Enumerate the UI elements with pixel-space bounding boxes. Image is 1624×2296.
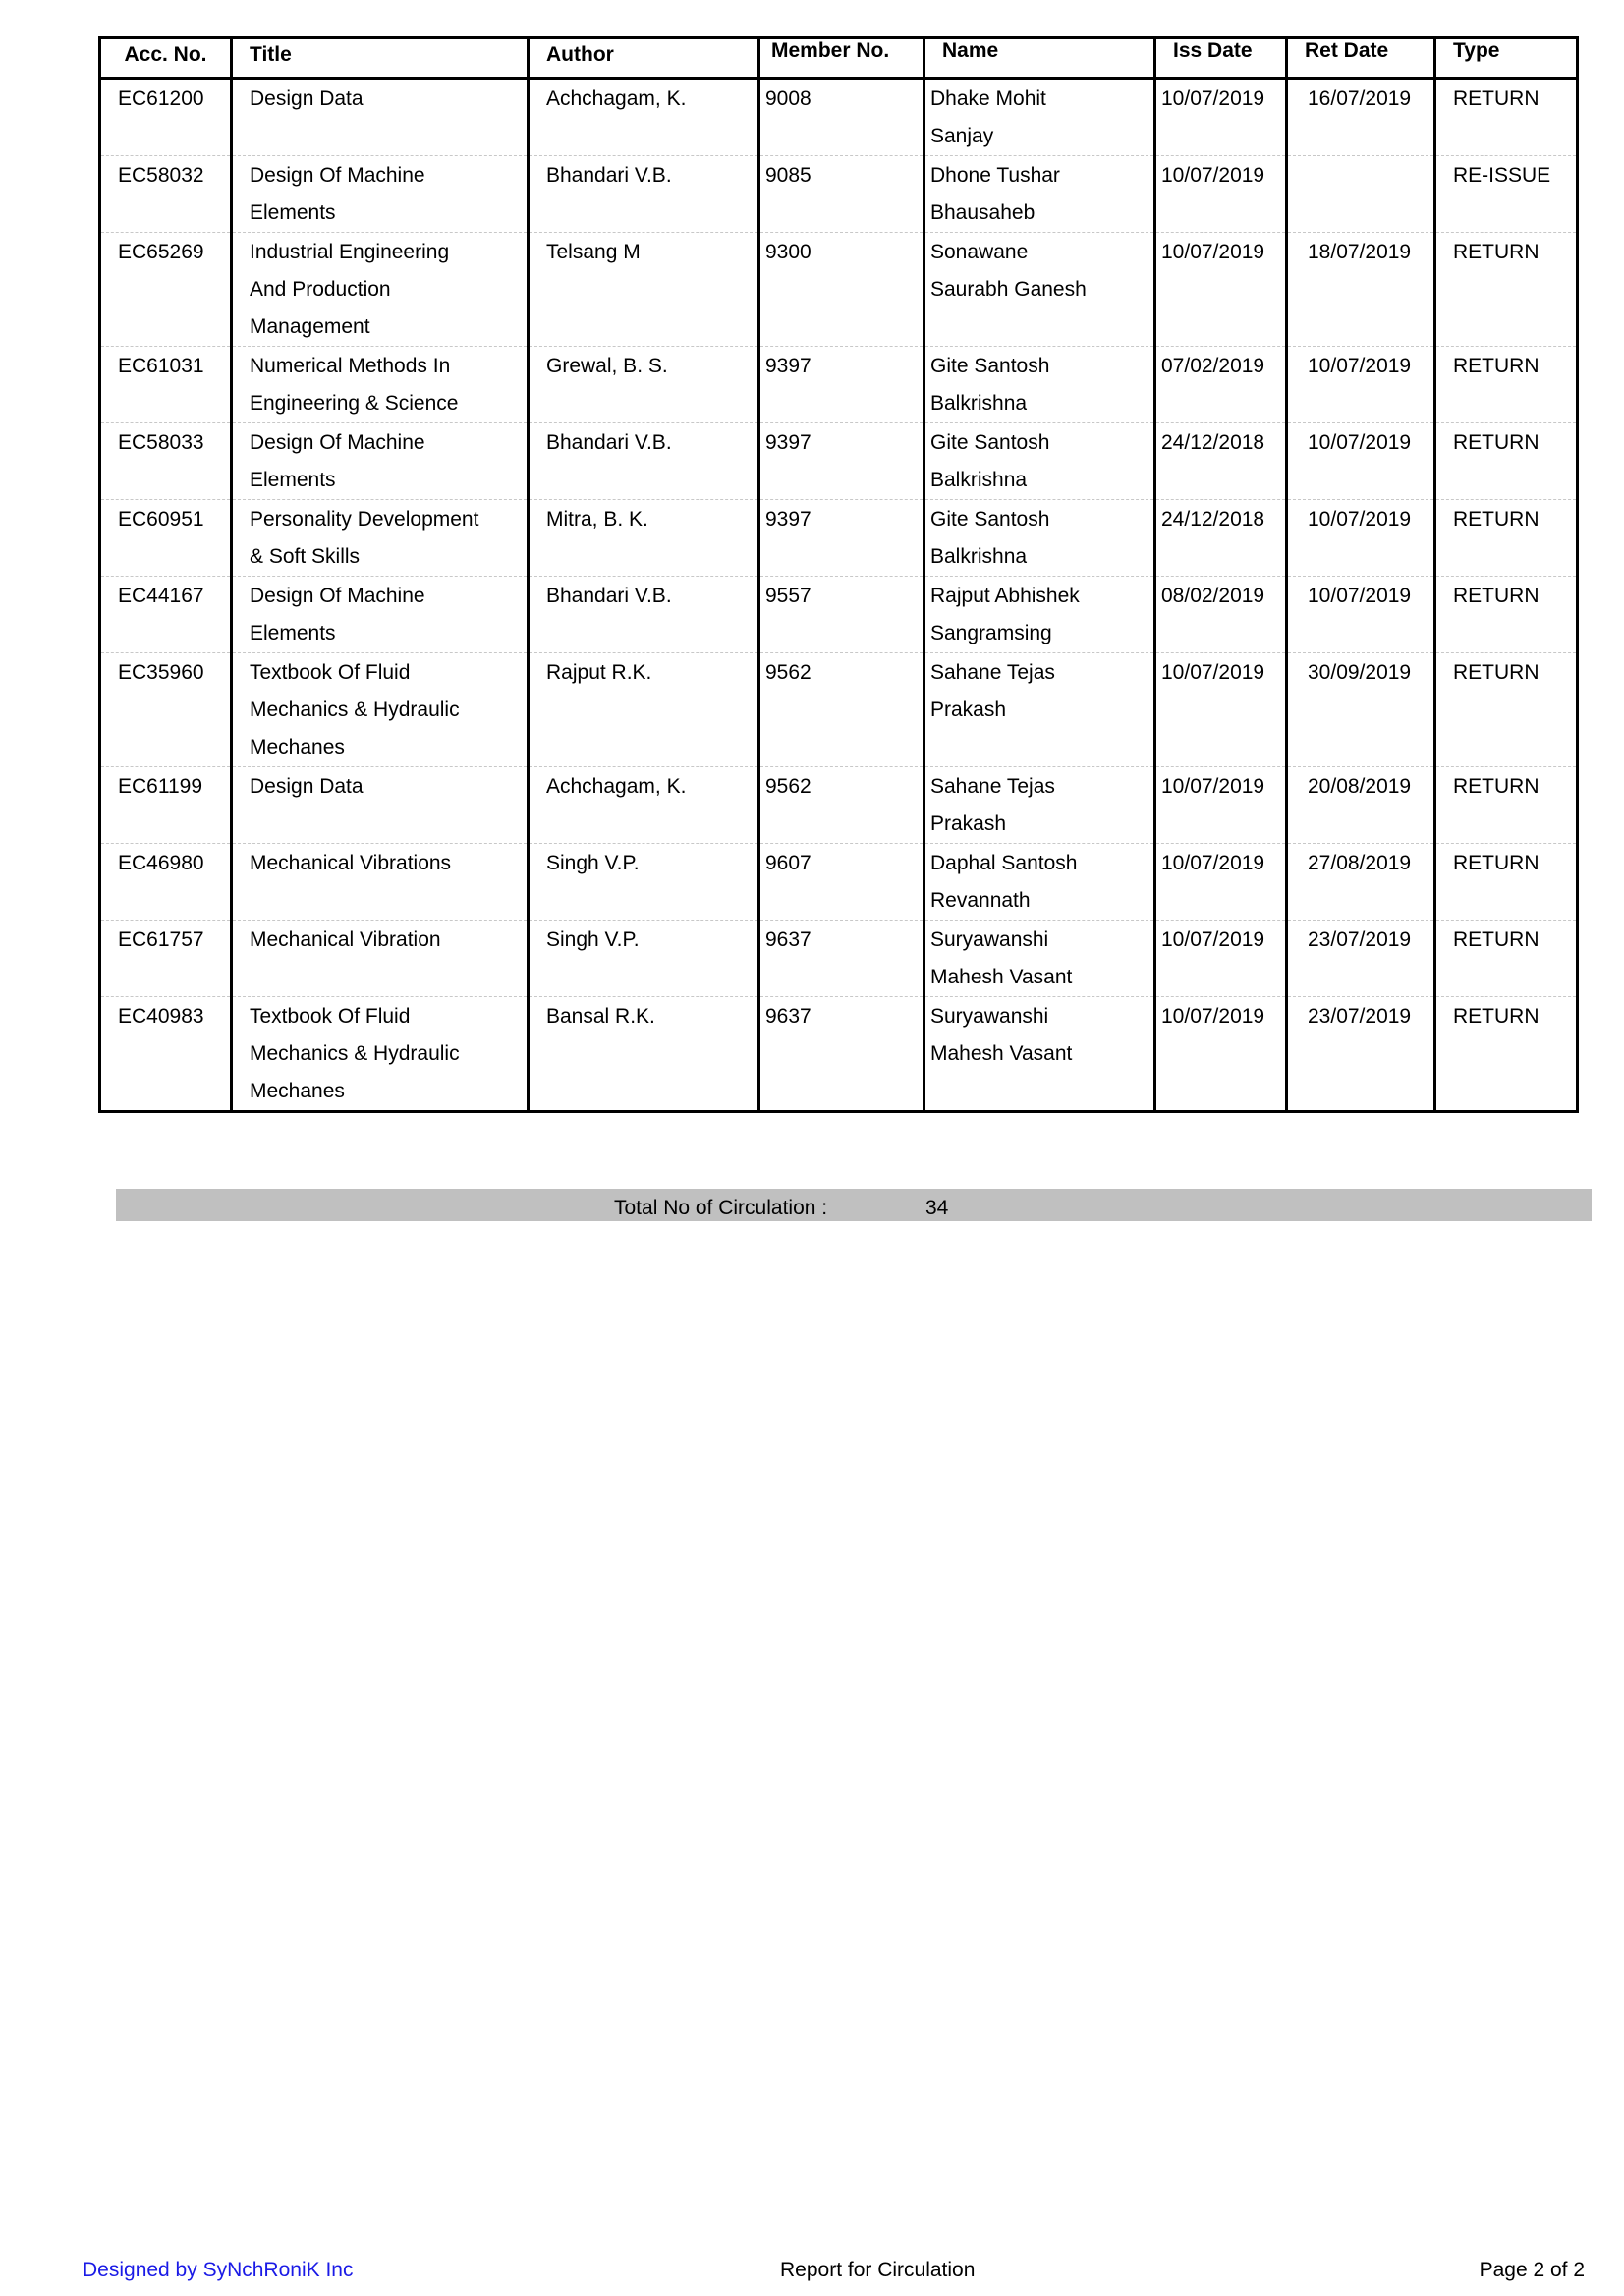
table-row: [100, 79, 1578, 156]
cell-name: Sahane Tejas Prakash: [924, 767, 1155, 844]
cell-member-no: 9637: [759, 921, 924, 997]
cell-acc-no: EC58032: [100, 156, 232, 233]
cell-title: Design Of Machine Elements: [232, 156, 529, 233]
header-iss-date: Iss Date: [1155, 38, 1287, 79]
cell-ret-date: 23/07/2019: [1287, 997, 1435, 1112]
cell-iss-date: 10/07/2019: [1155, 844, 1287, 921]
cell-title: Mechanical Vibration: [232, 921, 529, 997]
cell-member-no: 9557: [759, 577, 924, 653]
cell-acc-no: EC35960: [100, 653, 232, 767]
cell-type: RETURN: [1435, 577, 1578, 653]
cell-iss-date: 08/02/2019: [1155, 577, 1287, 653]
cell-type: RETURN: [1435, 423, 1578, 500]
cell-type: RETURN: [1435, 653, 1578, 767]
cell-iss-date: 24/12/2018: [1155, 423, 1287, 500]
header-acc-no: Acc. No.: [100, 38, 232, 79]
cell-title: Numerical Methods In Engineering & Science: [232, 347, 529, 423]
cell-author: Grewal, B. S.: [529, 347, 759, 423]
cell-member-no: 9607: [759, 844, 924, 921]
cell-acc-no: EC60951: [100, 500, 232, 577]
cell-member-no: 9562: [759, 767, 924, 844]
cell-name: Gite Santosh Balkrishna: [924, 500, 1155, 577]
cell-title: Textbook Of Fluid Mechanics & Hydraulic Mechanes: [232, 653, 529, 767]
header-title: Title: [232, 38, 529, 79]
cell-author: Bhandari V.B.: [529, 423, 759, 500]
cell-acc-no: EC61031: [100, 347, 232, 423]
cell-type: RETURN: [1435, 921, 1578, 997]
cell-member-no: 9562: [759, 653, 924, 767]
total-circulation-bar: [116, 1189, 1592, 1221]
cell-title: Design Data: [232, 79, 529, 156]
total-circulation-label: Total No of Circulation :: [614, 1197, 828, 1219]
cell-iss-date: 10/07/2019: [1155, 653, 1287, 767]
cell-ret-date: [1287, 156, 1435, 233]
table-row: [100, 156, 1578, 233]
cell-author: Bhandari V.B.: [529, 156, 759, 233]
cell-ret-date: 16/07/2019: [1287, 79, 1435, 156]
cell-member-no: 9397: [759, 500, 924, 577]
cell-ret-date: 10/07/2019: [1287, 423, 1435, 500]
table-row: [100, 500, 1578, 577]
cell-type: RE-ISSUE: [1435, 156, 1578, 233]
table-row: [100, 653, 1578, 767]
cell-iss-date: 10/07/2019: [1155, 997, 1287, 1112]
cell-type: RETURN: [1435, 767, 1578, 844]
cell-author: Telsang M: [529, 233, 759, 347]
cell-member-no: 9300: [759, 233, 924, 347]
header-name: Name: [924, 38, 1155, 79]
cell-author: Rajput R.K.: [529, 653, 759, 767]
cell-member-no: 9085: [759, 156, 924, 233]
table-row: [100, 844, 1578, 921]
cell-iss-date: 07/02/2019: [1155, 347, 1287, 423]
cell-type: RETURN: [1435, 347, 1578, 423]
cell-ret-date: 10/07/2019: [1287, 500, 1435, 577]
cell-ret-date: 23/07/2019: [1287, 921, 1435, 997]
header-type: Type: [1435, 38, 1578, 79]
cell-title: Personality Development & Soft Skills: [232, 500, 529, 577]
table-row: [100, 997, 1578, 1112]
table-header-row: [100, 38, 1578, 79]
cell-ret-date: 10/07/2019: [1287, 347, 1435, 423]
cell-type: RETURN: [1435, 233, 1578, 347]
cell-author: Singh V.P.: [529, 921, 759, 997]
table-row: [100, 423, 1578, 500]
table-row: [100, 921, 1578, 997]
cell-author: Singh V.P.: [529, 844, 759, 921]
cell-acc-no: EC61200: [100, 79, 232, 156]
cell-ret-date: 30/09/2019: [1287, 653, 1435, 767]
report-title: Report for Circulation: [780, 2259, 976, 2281]
cell-ret-date: 27/08/2019: [1287, 844, 1435, 921]
cell-name: Gite Santosh Balkrishna: [924, 347, 1155, 423]
cell-iss-date: 24/12/2018: [1155, 500, 1287, 577]
table-row: [100, 577, 1578, 653]
designer-credit: Designed by SyNchRoniK Inc: [83, 2259, 354, 2281]
cell-iss-date: 10/07/2019: [1155, 921, 1287, 997]
table-row: [100, 767, 1578, 844]
cell-author: Achchagam, K.: [529, 79, 759, 156]
cell-name: Gite Santosh Balkrishna: [924, 423, 1155, 500]
cell-name: Sahane Tejas Prakash: [924, 653, 1155, 767]
total-circulation-value: 34: [925, 1197, 949, 1219]
cell-ret-date: 10/07/2019: [1287, 577, 1435, 653]
cell-member-no: 9397: [759, 347, 924, 423]
cell-type: RETURN: [1435, 844, 1578, 921]
cell-title: Textbook Of Fluid Mechanics & Hydraulic Mechanes: [232, 997, 529, 1112]
cell-type: RETURN: [1435, 997, 1578, 1112]
cell-name: Dhake Mohit Sanjay: [924, 79, 1155, 156]
cell-member-no: 9637: [759, 997, 924, 1112]
table-row: [100, 233, 1578, 347]
cell-name: Suryawanshi Mahesh Vasant: [924, 997, 1155, 1112]
cell-acc-no: EC44167: [100, 577, 232, 653]
cell-title: Design Of Machine Elements: [232, 423, 529, 500]
cell-member-no: 9397: [759, 423, 924, 500]
cell-author: Bansal R.K.: [529, 997, 759, 1112]
cell-name: Dhone Tushar Bhausaheb: [924, 156, 1155, 233]
cell-title: Mechanical Vibrations: [232, 844, 529, 921]
cell-acc-no: EC65269: [100, 233, 232, 347]
cell-title: Design Data: [232, 767, 529, 844]
cell-acc-no: EC61757: [100, 921, 232, 997]
cell-acc-no: EC61199: [100, 767, 232, 844]
header-author: Author: [529, 38, 759, 79]
cell-iss-date: 10/07/2019: [1155, 156, 1287, 233]
header-member-no: Member No.: [759, 38, 924, 79]
cell-name: Rajput Abhishek Sangramsing: [924, 577, 1155, 653]
cell-iss-date: 10/07/2019: [1155, 233, 1287, 347]
cell-name: Daphal Santosh Revannath: [924, 844, 1155, 921]
cell-ret-date: 18/07/2019: [1287, 233, 1435, 347]
cell-name: Sonawane Saurabh Ganesh: [924, 233, 1155, 347]
cell-author: Mitra, B. K.: [529, 500, 759, 577]
cell-author: Bhandari V.B.: [529, 577, 759, 653]
cell-member-no: 9008: [759, 79, 924, 156]
cell-author: Achchagam, K.: [529, 767, 759, 844]
cell-title: Industrial Engineering And Production Management: [232, 233, 529, 347]
cell-type: RETURN: [1435, 79, 1578, 156]
cell-type: RETURN: [1435, 500, 1578, 577]
cell-acc-no: EC46980: [100, 844, 232, 921]
table-body: [100, 79, 1578, 1112]
cell-acc-no: EC58033: [100, 423, 232, 500]
page-number: Page 2 of 2: [1479, 2259, 1585, 2281]
circulation-table: [98, 36, 1579, 1113]
cell-acc-no: EC40983: [118, 1005, 204, 1028]
cell-ret-date: 20/08/2019: [1287, 767, 1435, 844]
header-ret-date: Ret Date: [1287, 38, 1435, 79]
cell-name: Suryawanshi Mahesh Vasant: [924, 921, 1155, 997]
cell-title: Design Of Machine Elements: [232, 577, 529, 653]
cell-iss-date: 10/07/2019: [1155, 79, 1287, 156]
table-row: [100, 347, 1578, 423]
cell-iss-date: 10/07/2019: [1155, 767, 1287, 844]
